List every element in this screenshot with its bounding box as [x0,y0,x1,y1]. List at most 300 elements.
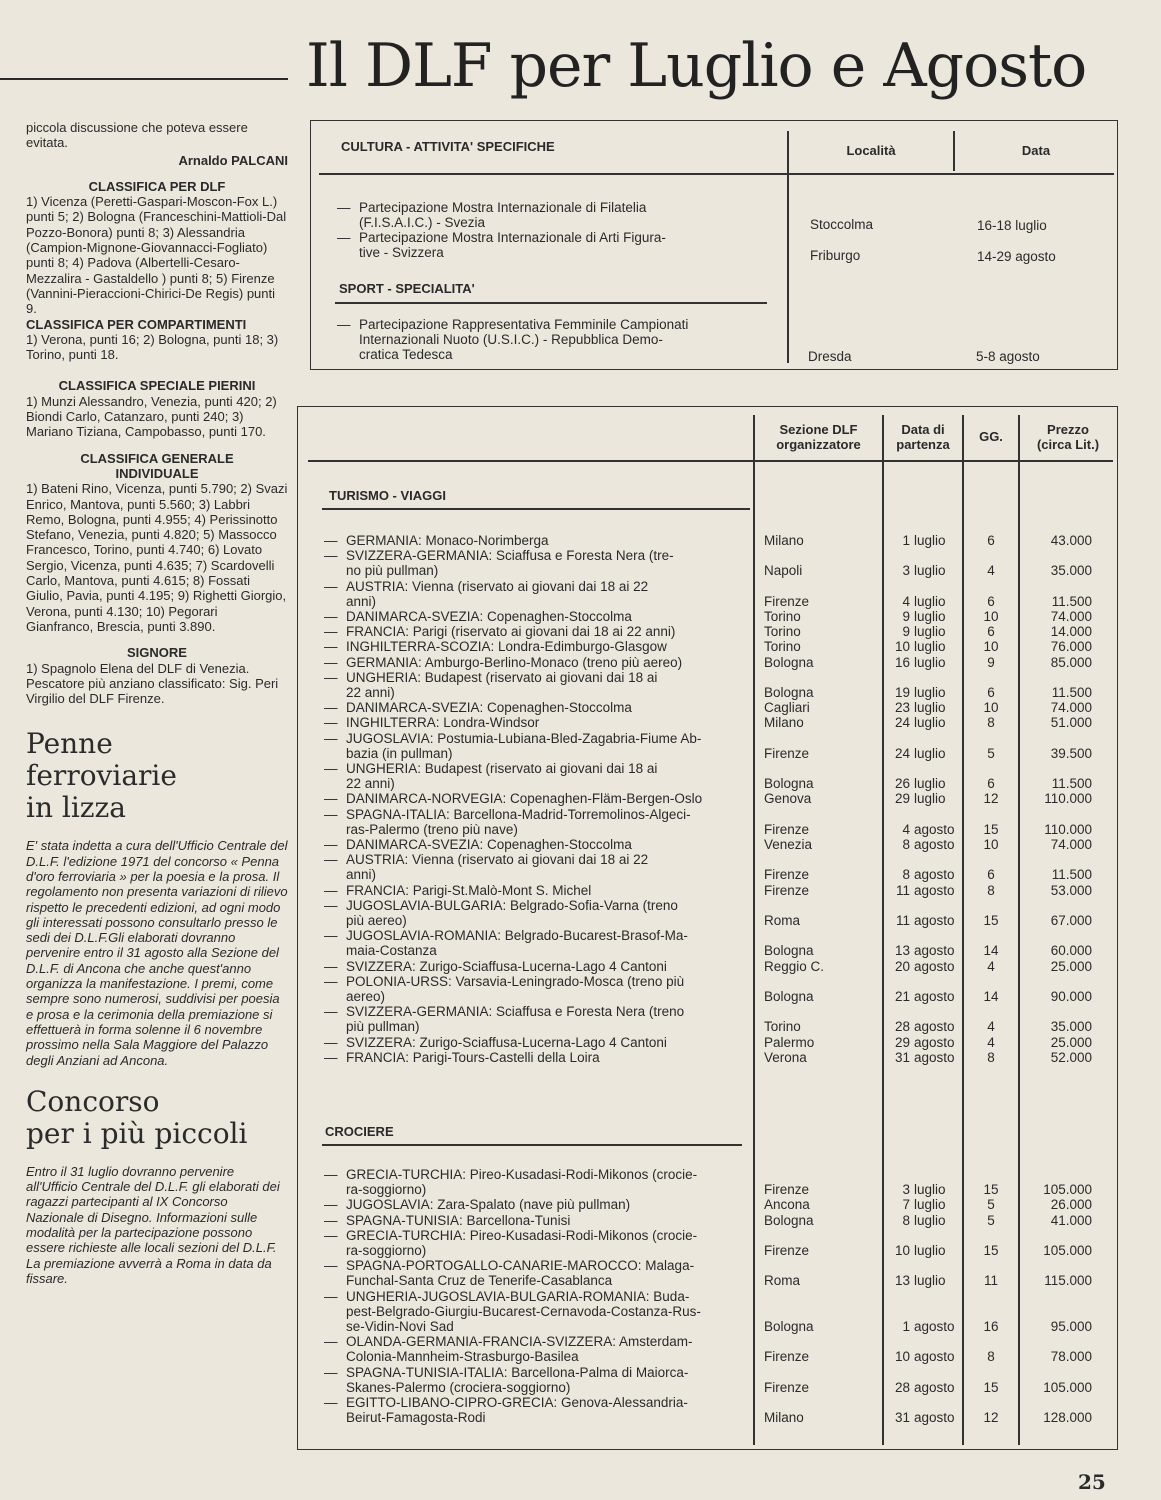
crociere-row [324,1197,754,1212]
giorni: 8 [987,1049,995,1065]
prezzo: 60.000 [1050,943,1092,959]
giorni: 10 [983,609,999,624]
penne-heading-line-2: ferroviarie [26,759,177,793]
crociere-destination: JUGOSLAVIA: Zara-Spalato (nave più pullman) [346,1197,631,1213]
author: Arnaldo PALCANI [178,152,288,168]
sezione-dlf: Firenze [764,882,810,898]
data-mese: luglio [914,533,946,548]
data-mese: luglio [914,563,946,579]
crociere-destination: UNGHERIA-JUGOSLAVIA-BULGARIA-ROMANIA: Buda- [346,1288,690,1304]
dash: — [324,1004,338,1020]
data-mese: agosto [914,943,955,959]
cultura-row-1: — Partecipazione Mostra Internazionale di Filatelia (F.I.S.A.I.C.) - Svezia [337,200,767,230]
dash: — [324,1049,338,1065]
giorni: 4 [987,1019,995,1035]
prezzo: 110.000 [1044,791,1092,807]
sezione-dlf: Firenze [764,1182,810,1198]
prezzo: 35.000 [1050,1019,1092,1035]
prezzo: 105.000 [1043,1243,1092,1258]
turismo-destination: DANIMARCA-SVEZIA: Copenaghen-Stoccolma [346,837,632,852]
prezzo: 67.000 [1050,913,1092,928]
sport-row-1-localita: Dresda [808,349,852,364]
data-mese: agosto [914,1319,955,1334]
prezzo: 14.000 [1050,624,1092,640]
data-giorno: 20 [894,958,910,974]
prezzo: 90.000 [1050,989,1092,1004]
prezzo: 74.000 [1050,700,1092,716]
data-giorno: 31 [894,1049,910,1065]
data-header-line-2: partenza [896,437,950,452]
data-mese: agosto [914,821,955,837]
cultura-row-2-line-2: tive - Svizzera [359,245,444,261]
prezzo: 43.000 [1050,533,1092,548]
turismo-row [324,791,754,806]
turismo-row [324,609,754,624]
dash: — [324,548,338,564]
gg-header: GG. [979,429,1003,444]
dash: — [324,852,338,868]
classifica-generale-text: 1) Bateni Rino, Vicenza, punti 5.790; 2) Svazi Enrico, Mantova, punti 5.560; 3) Labbri Remo, Bologna, punti 4.955; 4) Perissinotto Stefano, Venezia, punti 4.820; 5) Massocco Francesco, Torino, punti 4.740; 6) Lovato Sergio, Vicenza, punti 4.635; 7) Scardovelli Carlo, Mantova, punti 4.615; 8) Fossati Giulio, Pavia, punti 4.195; 9) Righetti Giorgio, Verona, punti 4.130; 10) Pegorari Gianfranco, Brescia, punti 3.890. [26,481,288,634]
signore-text-1: 1) Spagnolo Elena del DLF di Venezia. [26,660,250,676]
prezzo: 128.000 [1043,1410,1092,1426]
data-mese: luglio [914,639,946,655]
giorni: 4 [987,563,995,579]
sezione-dlf: Milano [764,533,804,548]
data-giorno: 13 [894,1273,910,1289]
data-giorno: 23 [894,700,910,716]
data-mese: agosto [914,882,955,898]
giorni: 9 [987,654,995,670]
turismo-destination: UNGHERIA: Budapest (riservato ai giovani dai 18 ai [346,761,658,776]
giorni: 4 [987,958,995,974]
prezzo: 26.000 [1050,1197,1092,1213]
crociere-destination-cont: Colonia-Mannheim-Strasburgo-Basilea [346,1349,579,1365]
turismo-destination-cont: 22 anni) [346,685,395,700]
data-giorno: 9 [902,609,910,624]
crociere-destination: SPAGNA-TUNISIA-ITALIA: Barcellona-Palma di Maiorca- [346,1364,689,1380]
signore-title: SIGNORE [127,645,187,661]
prezzo: 74.000 [1050,837,1092,852]
turismo-row [324,655,754,670]
crociere-destination-cont: ra-soggiorno) [346,1182,427,1198]
crociere-row [324,1258,754,1288]
sezione-dlf: Roma [764,913,801,928]
sezione-dlf: Bologna [764,654,814,670]
prezzo: 39.500 [1050,745,1092,761]
dash: — [324,1334,338,1350]
prezzo: 35.000 [1050,563,1092,579]
sport-section-title: SPORT - SPECIALITA' [339,281,475,296]
classifica-generale-title-1: CLASSIFICA GENERALE [80,450,234,466]
classifica-compartimenti-text: 1) Verona, punti 16; 2) Bologna, punti 18; 3) Torino, punti 18. [26,331,279,363]
giorni: 6 [987,867,995,883]
giorni: 6 [987,593,995,609]
data-mese: agosto [914,1019,955,1035]
data-mese: agosto [914,1034,955,1050]
sezione-dlf: Bologna [764,1212,814,1228]
turismo-destination-cont: più pullman) [346,1019,420,1035]
data-mese: agosto [914,958,955,974]
turismo-destination: DANIMARCA-SVEZIA: Copenaghen-Stoccolma [346,700,632,716]
giorni: 14 [983,943,999,959]
turismo-destination: INGHILTERRA: Londra-Windsor [346,715,540,731]
classifica-pierini-text: 1) Munzi Alessandro, Venezia, punti 420; 2) Biondi Carlo, Catanzaro, punti 240; 3) Mariano Tiziana, Campobasso, punti 170. [26,393,277,440]
data-mese: agosto [914,1049,955,1065]
data-giorno: 4 [902,821,910,837]
data-header: Data [1021,143,1051,158]
concorso-heading [26,1086,288,1150]
data-mese: luglio [914,593,946,609]
prezzo: 51.000 [1050,715,1092,731]
data-giorno: 24 [894,715,910,731]
sezione-dlf: Torino [764,624,801,640]
sezione-dlf: Verona [764,1049,807,1065]
classifica-generale-title-2: INDIVIDUALE [115,465,199,481]
crociere-destination-cont: pest-Belgrado-Giurgiu-Bucarest-Cernavoda-Costanza-Rus- [346,1303,701,1319]
crociere-destination: SPAGNA-PORTOGALLO-CANARIE-MAROCCO: Malaga- [346,1258,695,1274]
dash: — [324,639,338,655]
data-giorno: 29 [894,1034,910,1050]
turismo-destination: JUGOSLAVIA: Postumia-Lubiana-Bled-Zagabria-Fiume Ab- [346,730,702,746]
cultura-row-1-line-1: Partecipazione Mostra Internazionale di Filatelia [359,200,647,215]
turismo-row [324,670,754,700]
turismo-destination-cont: più aereo) [346,913,407,928]
data-mese: luglio [914,1243,946,1258]
data-giorno: 7 [902,1197,910,1213]
dash: — [324,669,338,685]
data-mese: luglio [914,1197,946,1213]
data-mese: luglio [914,700,946,716]
data-mese: luglio [914,624,946,640]
turismo-destination: DANIMARCA-NORVEGIA: Copenaghen-Fläm-Bergen-Oslo [346,791,703,807]
cultura-row-1-line-2: (F.I.S.A.I.C.) - Svezia [359,215,486,231]
crociere-row [324,1228,754,1258]
prezzo-header-line-1: Prezzo [1047,422,1089,437]
giorni: 5 [987,745,995,761]
cultura-row-2-data: 14-29 agosto [977,249,1056,264]
data-giorno: 3 [902,563,910,579]
penne-text: E' stata indetta a cura dell'Ufficio Centrale del D.L.F. l'edizione 1971 del concorso « Penna d'oro ferroviaria » per la poesia e la prosa. Il regolamento non presenta variazioni di rilievo rispetto le precedenti edizioni, ad ogni modo gli interessati possono consultarlo presso le sedi dei D.L.F.Gli elaborati dovranno pervenire entro il 31 agosto alla Sezione del D.L.F. di Ancona che anche quest'anno organizza la manifestazione. I premi, come sempre sono numerosi, suddivisi per poesia e prosa e la cerimonia della premiazione si effettuerà in forma solenne il 6 novembre prossimo nella Sala Maggiore del Palazzo degli Anziani ad Ancona. [26,838,288,1068]
turismo-row [324,1050,754,1065]
turismo-destination: DANIMARCA-SVEZIA: Copenaghen-Stoccolma [346,609,632,624]
turismo-destination: FRANCIA: Parigi-Tours-Castelli della Loira [346,1049,600,1065]
turismo-destination-cont: aereo) [346,989,386,1004]
turismo-destination-cont: anni) [346,867,377,883]
turismo-destination: SVIZZERA-GERMANIA: Sciaffusa e Foresta Nera (treno [346,1004,685,1020]
dash: — [324,1167,338,1182]
header-rule [319,173,1114,175]
prezzo: 110.000 [1044,821,1092,837]
sezione-header-line-2: organizzatore [776,437,861,452]
classifica-dlf-text: 1) Vicenza (Peretti-Gaspari-Moscon-Fox L.) punti 5; 2) Bologna (Franceschini-Mattioli-Dal Pozzo-Bonora) punti 8; 3) Alessandria (Campion-Mignone-Giovannacci-Fogliato) punti 8; 4) Padova (Albertelli-Cesaro-Mezzalira - Gastaldello ) punti 8; 5) Firenze (Vannini-Pieraccioni-Chirici-De Regis) punti 9. [26,194,287,317]
data-giorno: 8 [902,1212,910,1228]
col-divider [787,131,789,363]
dash: — [324,806,338,822]
turismo-destination-cont: anni) [346,593,377,609]
prezzo: 85.000 [1050,654,1092,670]
giorni: 14 [983,989,999,1004]
data-mese: agosto [914,867,955,883]
prezzo: 11.500 [1051,685,1092,700]
giorni: 8 [987,882,995,898]
prezzo: 105.000 [1043,1182,1092,1198]
cultura-row-2: — Partecipazione Mostra Internazionale di Arti Figura- tive - Svizzera [337,230,767,260]
sezione-dlf: Venezia [764,837,813,852]
prezzo: 76.000 [1050,639,1092,655]
crociere-destination-cont: Skanes-Palermo (crociera-soggiorno) [346,1379,571,1395]
sezione-dlf: Firenze [764,1379,810,1395]
turismo-row [324,700,754,715]
dash: — [324,700,338,716]
giorni: 10 [983,837,999,852]
sport-rule [335,302,767,304]
localita-header: Località [846,143,896,158]
sezione-dlf: Firenze [764,867,810,883]
crociere-row [324,1395,754,1425]
turismo-row [324,761,754,791]
giorni: 5 [987,1212,995,1228]
cultura-section-title: CULTURA - ATTIVITA' SPECIFICHE [341,139,555,154]
turismo-destination: FRANCIA: Parigi (riservato ai giovani dai 18 ai 22 anni) [346,624,676,640]
dash: — [324,928,338,944]
data-partenza-header [884,422,962,452]
prezzo: 25.000 [1050,1034,1092,1050]
turismo-row [324,959,754,974]
crociere-destination: EGITTO-LIBANO-CIPRO-GRECIA: Genova-Alessandria- [346,1395,688,1410]
sezione-dlf: Milano [764,715,804,731]
sezione-dlf: Ancona [764,1197,810,1213]
turismo-row [324,731,754,761]
dash: — [324,1395,338,1410]
turismo-section-title: TURISMO - VIAGGI [329,488,446,503]
classifica-dlf-title: CLASSIFICA PER DLF [88,178,226,194]
crociere-destination: OLANDA-GERMANIA-FRANCIA-SVIZZERA: Amsterdam- [346,1334,693,1350]
crociere-section-title: CROCIERE [325,1124,394,1139]
data-mese: luglio [914,776,946,792]
crociere-destination-cont: Beirut-Famagosta-Rodi [346,1410,486,1426]
crociere-destination-cont: se-Vidin-Novi Sad [346,1319,454,1334]
turismo-destination: GERMANIA: Monaco-Norimberga [346,533,549,548]
prezzo-header [1020,422,1116,452]
sport-row-1: — Partecipazione Rappresentativa Femminile Campionati Internazionali Nuoto (U.S.I.C.) - Repubblica Demo- cratica Tedesca [337,317,767,363]
dash: — [324,791,338,807]
header-rule [308,460,1113,462]
data-giorno: 4 [902,593,910,609]
sezione-dlf: Genova [764,791,812,807]
penne-heading [26,728,288,824]
turismo-destination: UNGHERIA: Budapest (riservato ai giovani dai 18 ai [346,669,658,685]
data-mese: agosto [914,989,955,1004]
data-mese: luglio [914,609,946,624]
giorni: 15 [983,1182,999,1198]
turismo-row [324,1004,754,1034]
giorni: 15 [983,1243,999,1258]
sezione-dlf: Torino [764,1019,801,1035]
penne-heading-line-1: Penne [26,727,113,761]
dash: — [324,609,338,624]
turismo-destination-cont: maia-Costanza [346,943,437,959]
data-mese: agosto [914,1379,955,1395]
data-mese: agosto [914,1410,955,1426]
turismo-row [324,533,754,548]
data-giorno: 29 [894,791,910,807]
data-giorno: 31 [894,1410,910,1426]
crociere-row [324,1365,754,1395]
data-giorno: 3 [902,1182,910,1198]
data-giorno: 10 [894,1349,910,1365]
dash: — [324,1034,338,1050]
data-mese: luglio [914,685,946,700]
prezzo: 25.000 [1050,958,1092,974]
cultura-row-1-localita: Stoccolma [810,217,874,232]
prezzo: 11.500 [1051,867,1092,883]
giorni: 6 [987,776,995,792]
dash: — [324,837,338,852]
data-mese: agosto [914,837,955,852]
turismo-destination: SVIZZERA-GERMANIA: Sciaffusa e Foresta Nera (tre- [346,548,674,564]
turismo-row [324,639,754,654]
header-rule [0,78,288,80]
giorni: 15 [983,913,999,928]
prezzo-header-line-2: (circa Lit.) [1036,437,1100,452]
turismo-row [324,1035,754,1050]
concorso-text: Entro il 31 luglio dovranno pervenire all'Ufficio Centrale del D.L.F. gli elaborati dei ragazzi partecipanti al IX Concorso Nazionale di Disegno. Informazioni sulle modalità per la partecipazione possono essere richieste alle locali sezioni del D.L.F. La premiazione avverrà a Roma in data da fissare. [26,1163,280,1286]
sport-row-1-line-2: Internazionali Nuoto (U.S.I.C.) - Repubblica Demo- [359,332,663,348]
cultura-row-1-data: 16-18 luglio [977,218,1047,233]
turismo-row [324,852,754,882]
prezzo: 115.000 [1044,1273,1092,1289]
left-column [26,120,288,1286]
turismo-destination: JUGOSLAVIA-BULGARIA: Belgrado-Sofia-Varna (treno [346,897,678,913]
giorni: 15 [983,821,999,837]
data-giorno: 10 [894,639,910,655]
concorso-heading-line-1: Concorso [26,1084,160,1118]
turismo-row [324,974,754,1004]
data-giorno: 28 [894,1019,910,1035]
page-number: 25 [1078,1470,1106,1494]
sezione-dlf: Firenze [764,1243,810,1258]
sezione-dlf: Palermo [764,1034,815,1050]
data-mese: luglio [914,791,946,807]
sezione-dlf: Cagliari [764,700,810,716]
data-giorno: 26 [894,776,910,792]
crociere-row [324,1167,754,1197]
giorni: 4 [987,1034,995,1050]
sezione-dlf: Torino [764,639,801,655]
sezione-dlf: Torino [764,609,801,624]
giorni: 10 [983,700,999,716]
prezzo: 95.000 [1050,1319,1092,1334]
turismo-row [324,883,754,898]
sezione-dlf: Bologna [764,685,814,700]
crociere-destination-cont: Funchal-Santa Cruz de Tenerife-Casablanca [346,1273,613,1289]
crociere-rule [322,1144,742,1146]
classifica-compartimenti-title: CLASSIFICA PER COMPARTIMENTI [26,316,247,332]
turismo-destination: FRANCIA: Parigi-St.Malò-Mont S. Michel [346,882,592,898]
giorni: 6 [987,533,995,548]
data-header-line-1: Data di [901,422,945,437]
crociere-row [324,1334,754,1364]
sezione-dlf: Bologna [764,943,814,959]
sport-row-1-line-3: cratica Tedesca [359,347,453,363]
turismo-row [324,548,754,578]
turismo-rule [322,508,750,510]
data-giorno: 11 [895,882,910,898]
data-mese: luglio [914,1212,946,1228]
dash: — [324,730,338,746]
sezione-dlf: Napoli [764,563,803,579]
crociere-destination: GRECIA-TURCHIA: Pireo-Kusadasi-Rodi-Mikonos (crocie- [346,1227,698,1243]
prezzo: 74.000 [1050,609,1092,624]
sezione-dlf: Roma [764,1273,801,1289]
data-mese: agosto [914,1349,955,1365]
data-mese: luglio [914,654,946,670]
crociere-row [324,1289,754,1335]
sezione-dlf: Bologna [764,776,814,792]
dash: — [324,1364,338,1380]
sezione-header [755,422,882,452]
giorni: 12 [983,791,999,807]
dash: — [324,958,338,974]
turismo-row [324,807,754,837]
penne-heading-line-3: in lizza [26,791,126,825]
data-giorno: 21 [894,989,910,1004]
dash: — [324,624,338,640]
dash: — [324,1212,338,1228]
data-giorno: 11 [895,913,910,928]
giorni: 15 [983,1379,999,1395]
data-giorno: 13 [894,943,910,959]
sezione-dlf: Bologna [764,1319,814,1334]
concorso-heading-line-2: per i più piccoli [26,1116,248,1150]
dash: — [324,1258,338,1274]
dash: — [324,715,338,731]
crociere-destination-cont: ra-soggiorno) [346,1243,427,1258]
sezione-dlf: Firenze [764,821,810,837]
turismo-destination: AUSTRIA: Vienna (riservato ai giovani dai 18 ai 22 [346,852,649,868]
turismo-destination-cont: ras-Palermo (treno più nave) [346,821,518,837]
viaggi-table [297,406,1118,1450]
turismo-row [324,624,754,639]
dash: — [324,654,338,670]
crociere-destination: GRECIA-TURCHIA: Pireo-Kusadasi-Rodi-Mikonos (crocie- [346,1167,698,1182]
dash: — [324,882,338,898]
intro-text: piccola discussione che poteva essere evitata. [26,120,248,151]
classifica-pierini-title: CLASSIFICA SPECIALE PIERINI [58,378,256,394]
turismo-destination: SVIZZERA: Zurigo-Sciaffusa-Lucerna-Lago 4 Cantoni [346,958,667,974]
data-mese: luglio [914,715,946,731]
turismo-destination: POLONIA-URSS: Varsavia-Leningrado-Mosca (treno più [346,973,685,989]
data-giorno: 24 [894,745,910,761]
giorni: 16 [983,1319,999,1334]
sport-row-1-line-1: Partecipazione Rappresentativa Femminile Campionati [359,317,689,332]
data-giorno: 8 [902,837,910,852]
giorni: 8 [987,715,995,731]
sezione-dlf: Firenze [764,1349,810,1365]
turismo-row [324,837,754,852]
cultura-row-2-localita: Friburgo [810,248,861,263]
col-divider [1018,415,1020,1445]
sezione-header-line-1: Sezione DLF [779,422,858,437]
cultura-row-2-line-1: Partecipazione Mostra Internazionale di Arti Figura- [359,230,666,245]
data-giorno: 19 [894,685,910,700]
turismo-destination: AUSTRIA: Vienna (riservato ai giovani dai 18 ai 22 [346,578,649,594]
giorni: 6 [987,685,995,700]
giorni: 8 [987,1349,995,1365]
sezione-dlf: Reggio C. [764,958,825,974]
data-giorno: 16 [894,654,910,670]
data-giorno: 28 [894,1379,910,1395]
